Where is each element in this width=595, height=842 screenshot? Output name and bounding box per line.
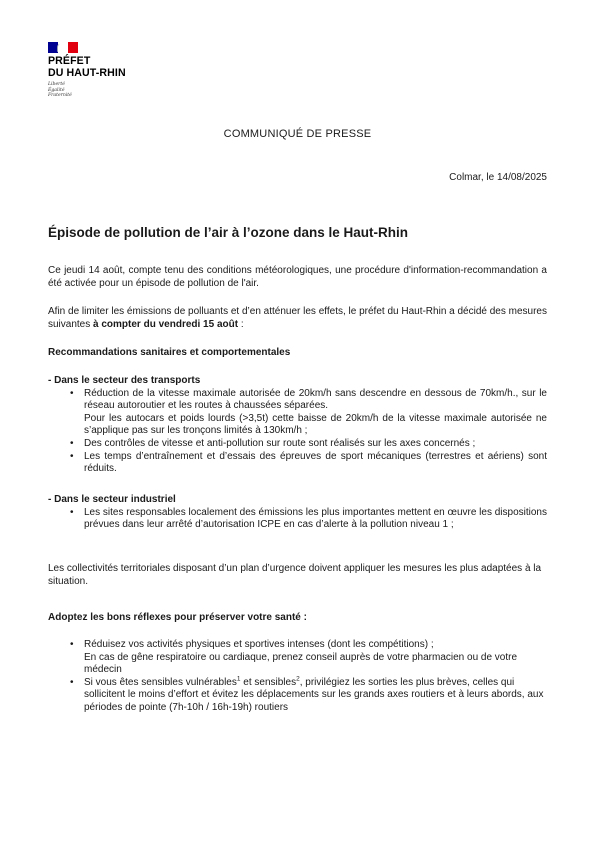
- prefect-line-2: DU HAUT-RHIN: [48, 66, 126, 79]
- transport-item-1b: Pour les autocars et poids lourds (>3,5t) cette baisse de 20km/h de la vitesse maximale autorisée ne s’applique pas sur les tronçons limités à 130km/h ;: [84, 412, 547, 437]
- section-heading-recommendations: Recommandations sanitaires et comportementales: [48, 347, 291, 358]
- measures-date: à compter du vendredi 15 août: [93, 318, 239, 330]
- health-item-2b: et sensibles: [240, 676, 297, 688]
- industry-list: [48, 507, 547, 532]
- press-release-label: COMMUNIQUÉ DE PRESSE: [223, 128, 372, 140]
- health-item-2c: , privilégiez les sorties les plus brèves, celles qui sollicitent le moins d’effort et évitez les déplacements sur les grands axes routiers et à leurs abords, aux périodes de pointe (7h-10h / 16h-19h) routiers: [84, 676, 544, 713]
- industry-heading: - Dans le secteur industriel: [48, 494, 176, 505]
- marianne-flag-icon: [48, 42, 78, 53]
- page-title: Épisode de pollution de l’air à l’ozone dans le Haut-Rhin: [48, 225, 409, 240]
- prefect-line-1: PRÉFET: [48, 55, 91, 67]
- measures-paragraph: [48, 306, 547, 331]
- transport-section: [48, 375, 547, 476]
- motto-fraternite: Fraternité: [48, 93, 72, 99]
- collectivities-paragraph: Les collectivités territoriales disposant d’un plan d’urgence doivent appliquer les mesures les plus adaptées à la situation.: [48, 563, 542, 587]
- prefecture-logo: [48, 42, 148, 99]
- health-heading: Adoptez les bons réflexes pour préserver votre santé :: [48, 612, 307, 623]
- list-item: • Les sites responsables localement des émissions les plus importantes mettent en œuvre les dispositions prévues dans leur arrêté d’autorisation ICPE en cas d’alerte à la pollution niveau 1 ;: [48, 507, 547, 532]
- health-item-1a: • Réduisez vos activités physiques et sportives intenses (dont les compétitions) ;: [84, 639, 434, 650]
- health-list: [48, 639, 547, 715]
- health-item-2a: Si vous êtes sensibles vulnérables: [84, 676, 237, 688]
- health-section: [48, 639, 547, 715]
- list-item: [48, 388, 547, 438]
- transport-item-1a: • Réduction de la vitesse maximale autorisée de 20km/h sans descendre en dessous de 70km/h., sur le réseau autoroutier et les routes à chaussées séparées.: [84, 387, 547, 412]
- transport-list: [48, 388, 547, 476]
- measures-end: :: [238, 318, 244, 330]
- list-item: [48, 677, 547, 715]
- motto-liberte: Liberté: [48, 82, 65, 87]
- list-item: [48, 639, 547, 677]
- republic-motto: [48, 82, 148, 99]
- prefect-name: [48, 56, 148, 79]
- health-item-1b: En cas de gêne respiratoire ou cardiaque, prenez conseil auprès de votre pharmacien ou de votre médecin: [84, 651, 518, 676]
- list-item: • Des contrôles de vitesse et anti-pollution sur route sont réalisés sur les axes concernés ;: [48, 438, 547, 451]
- list-item: • Les temps d’entraînement et d’essais des épreuves de sport mécaniques (terrestres et aériens) sont réduits.: [48, 451, 547, 476]
- dateline: Colmar, le 14/08/2025: [449, 172, 547, 183]
- intro-paragraph: Ce jeudi 14 août, compte tenu des conditions météorologiques, une procédure d'information-recommandation a été activée pour un épisode de pollution de l'air.: [48, 265, 547, 289]
- motto-egalite: Égalité: [48, 87, 65, 93]
- measures-text: Afin de limiter les émissions de polluants et d’en atténuer les effets, le préfet du Haut-Rhin a décidé des mesures suivantes: [48, 306, 547, 330]
- industry-section: [48, 494, 547, 532]
- footnote-ref-2: 2: [296, 675, 300, 683]
- transport-heading: - Dans le secteur des transports: [48, 375, 201, 386]
- footnote-ref-1: 1: [236, 675, 241, 683]
